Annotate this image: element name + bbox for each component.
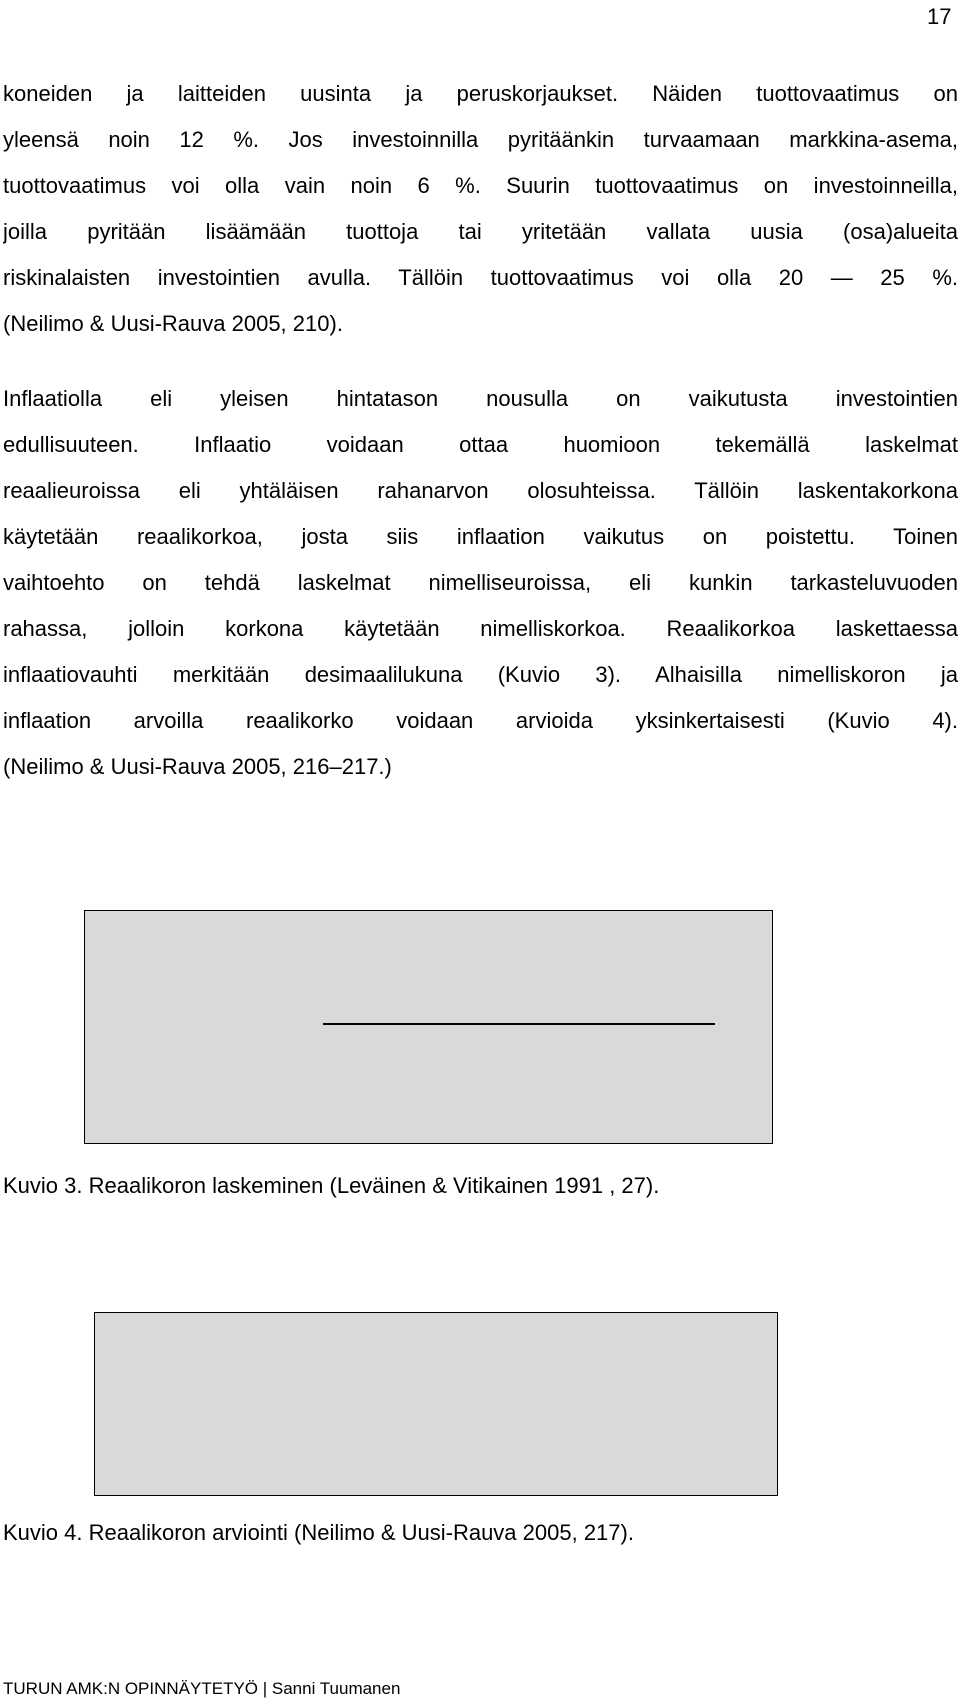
text-line: yleensä noin 12 %. Jos investoinnilla pyritäänkin turvaamaan markkina-asema, [3,127,958,152]
page-number: 17 [927,4,952,29]
formula-fraction-bar [323,1023,715,1025]
text-line: vaihtoehto on tehdä laskelmat nimelliseuroissa, eli kunkin tarkasteluvuoden [3,570,958,595]
text-line: (Neilimo & Uusi-Rauva 2005, 216–217.) [3,754,392,779]
text-line: riskinalaisten investointien avulla. Tällöin tuottovaatimus voi olla 20 — 25 %. [3,265,958,290]
text-line: rahassa, jolloin korkona käytetään nimelliskorkoa. Reaalikorkoa laskettaessa [3,616,958,641]
text-line: tuottovaatimus voi olla vain noin 6 %. Suurin tuottovaatimus on investoinneilla, [3,173,958,198]
figure-4-caption: Kuvio 4. Reaalikoron arviointi (Neilimo & Uusi-Rauva 2005, 217). [3,1520,634,1545]
figure-4-formula-box [94,1312,778,1496]
paragraph-inflation [3,376,958,790]
page-footer: TURUN AMK:N OPINNÄYTETYÖ | Sanni Tuumanen [3,1679,401,1698]
text-line: koneiden ja laitteiden uusinta ja peruskorjaukset. Näiden tuottovaatimus on [3,81,958,106]
paragraph-investment-return [3,71,958,347]
text-line: Inflaatiolla eli yleisen hintatason nousulla on vaikutusta investointien [3,386,958,411]
text-line: käytetään reaalikorkoa, josta siis inflaation vaikutus on poistettu. Toinen [3,524,958,549]
figure-3-caption: Kuvio 3. Reaalikoron laskeminen (Leväinen & Vitikainen 1991 , 27). [3,1173,660,1198]
text-line: (Neilimo & Uusi-Rauva 2005, 210). [3,311,343,336]
text-line: edullisuuteen. Inflaatio voidaan ottaa huomioon tekemällä laskelmat [3,432,958,457]
text-line: joilla pyritään lisäämään tuottoja tai yritetään vallata uusia (osa)alueita [3,219,958,244]
text-line: reaalieuroissa eli yhtäläisen rahanarvon olosuhteissa. Tällöin laskentakorkona [3,478,958,503]
text-line: inflaatiovauhti merkitään desimaalilukuna (Kuvio 3). Alhaisilla nimelliskoron ja [3,662,958,687]
figure-3-formula-box [84,910,773,1144]
text-line: inflaation arvoilla reaalikorko voidaan arvioida yksinkertaisesti (Kuvio 4). [3,708,958,733]
